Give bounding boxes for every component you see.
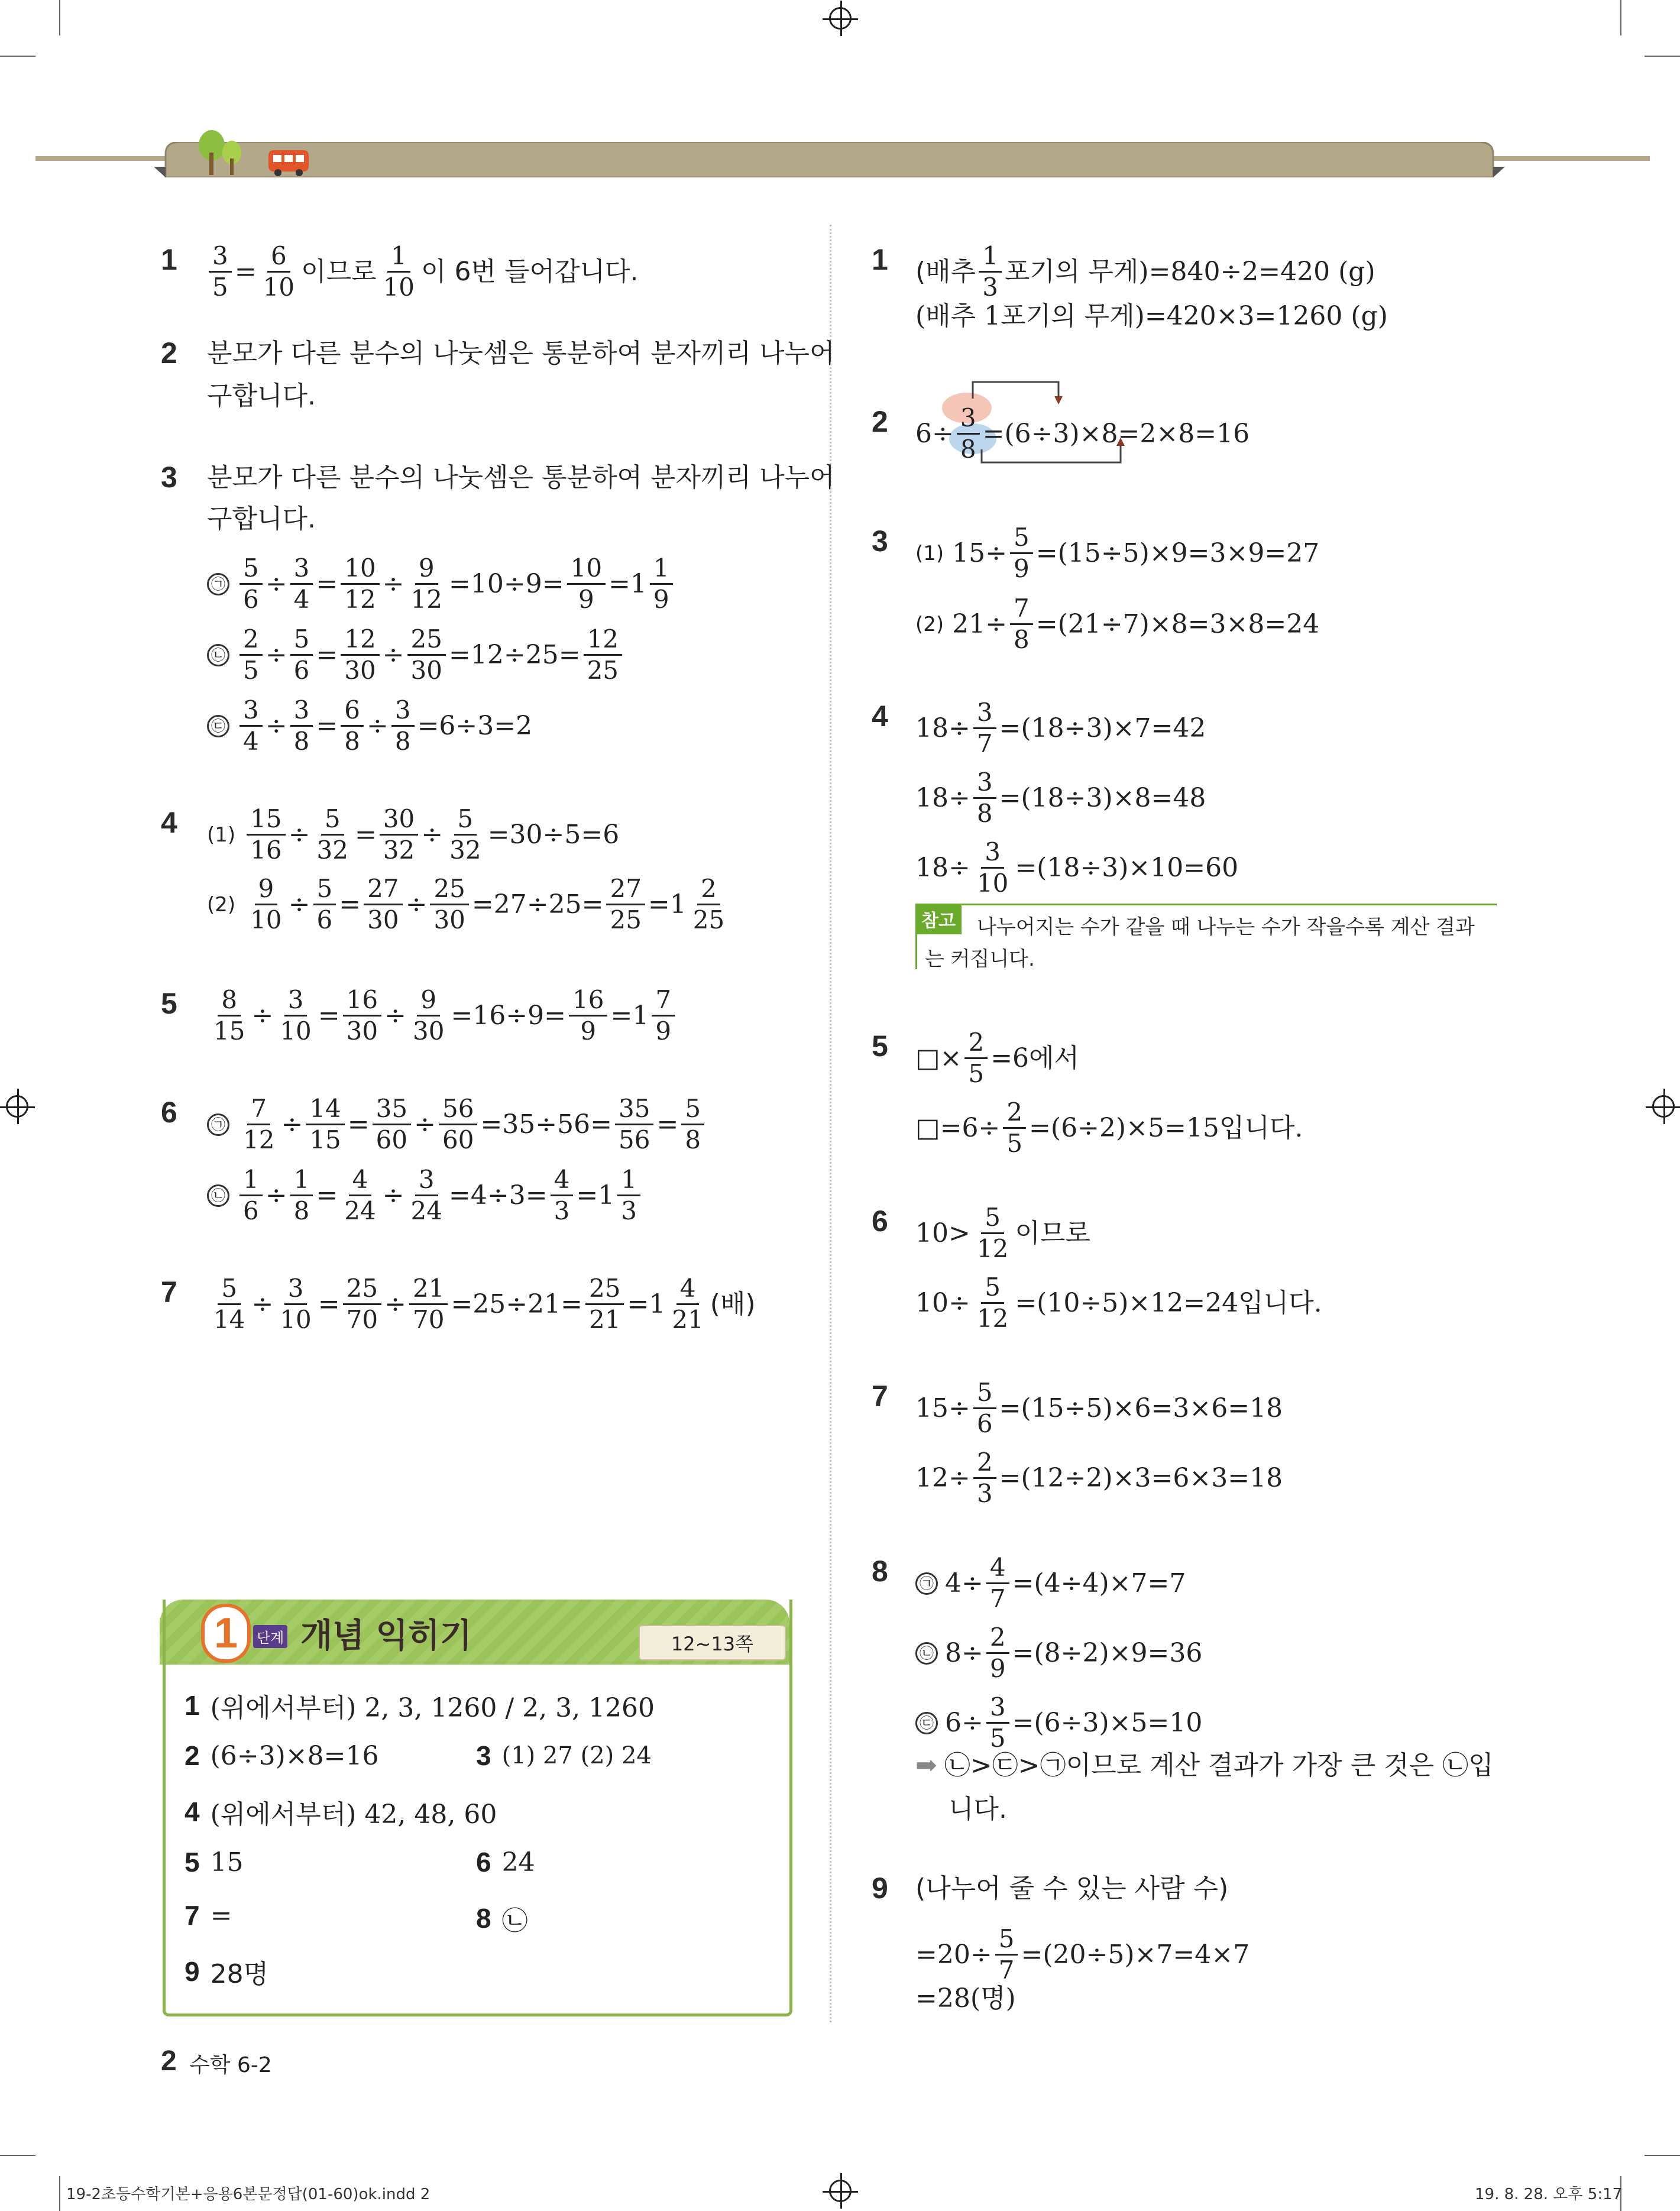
right-q5-1: □× $\frac{2}{5}$ =6에서: [915, 1028, 1080, 1088]
registration-mark-top: [829, 7, 852, 30]
right-q2-line: 6÷ $\frac{3}{8}$ =(6÷3)×8=2×8=16: [915, 403, 1250, 464]
left-q5-line: $\frac{8}{15}$ ÷ $\frac{3}{10}$ = $\frac{16}{30}$ ÷ $\frac{9}{30}$ =16÷9= $\frac{16}{9}$ = 1 $\frac{7}{9}$: [207, 986, 678, 1045]
right-q1-line1: (배추 $\frac{1}{3}$ 포기의 무게)=840÷2=420 (g): [915, 241, 1375, 302]
concept-pages: 12~13쪽: [639, 1625, 786, 1660]
note-line2: 는 커집니다.: [925, 947, 1035, 971]
right-q4-number: 4: [872, 700, 888, 733]
right-q6-2: 10÷ $\frac{5}{12}$ =(10÷5)×12=24입니다.: [915, 1273, 1322, 1333]
left-q6-a: ㉠ $\frac{7}{12}$ ÷ $\frac{14}{15}$ = $\frac{35}{60}$ ÷ $\frac{56}{60}$ =35÷56= $\frac{35}{56}$ = $\frac{5}{8}$: [207, 1095, 707, 1154]
left-q3-c: ㉢ $\frac{3}{4}$ ÷ $\frac{3}{8}$ = $\frac{6}{8}$ ÷ $\frac{3}{8}$ =6÷3=2: [207, 697, 532, 755]
left-q3-line1: 분모가 다른 분수의 나눗셈은 통분하여 분자끼리 나누어: [207, 462, 835, 493]
right-q6-1: 10> $\frac{5}{12}$ 이므로: [915, 1203, 1090, 1263]
page-number: 2: [161, 2045, 177, 2077]
crop-line: [1645, 56, 1680, 57]
right-q4-2: 18÷ $\frac{3}{8}$ =(18÷3)×8=48: [915, 768, 1206, 828]
right-q3-number: 3: [872, 525, 888, 558]
right-q9-number: 9: [872, 1872, 888, 1905]
tree-icon: [195, 129, 248, 176]
crop-line: [1620, 0, 1621, 35]
right-q7-2: 12÷ $\frac{2}{3}$ =(12÷2)×3=6×3=18: [915, 1448, 1283, 1508]
concept-item-3: 3 (1) 27 (2) 24: [476, 1740, 652, 1771]
arrow-right-icon: ➡: [915, 1750, 937, 1781]
page-subject: 수학 6-2: [189, 2053, 272, 2077]
note-line1: 나누어지는 수가 같을 때 나누는 수가 작을수록 계산 결과: [977, 915, 1475, 939]
right-q9-3: =28(명): [915, 1983, 1016, 2013]
left-q1-number: 1: [161, 243, 177, 276]
crop-line: [0, 56, 35, 57]
left-q3-b: ㉡ $\frac{2}{5}$ ÷ $\frac{5}{6}$ = $\frac{12}{30}$ ÷ $\frac{25}{30}$ =12÷25= $\frac{12}{25}$: [207, 626, 625, 684]
concept-item-8: 8 ㉡: [476, 1903, 528, 1936]
registration-mark-bottom: [829, 2180, 852, 2202]
concept-item-1: 1 (위에서부터) 2, 3, 1260 / 2, 3, 1260: [184, 1690, 655, 1723]
concept-item-6: 6 24: [476, 1847, 535, 1877]
left-q2-line1: 분모가 다른 분수의 나눗셈은 통분하여 분자끼리 나누어: [207, 338, 835, 368]
right-q7-1: 15÷ $\frac{5}{6}$ =(15÷5)×6=3×6=18: [915, 1378, 1283, 1438]
right-q5-number: 5: [872, 1030, 888, 1063]
concept-item-4: 4 (위에서부터) 42, 48, 60: [184, 1796, 497, 1830]
crop-line: [0, 2155, 35, 2156]
registration-mark-left: [6, 1095, 28, 1118]
crop-line: [1645, 2155, 1680, 2156]
left-q2-line2: 구합니다.: [207, 381, 316, 411]
footer-file: 19-2초등수학기본+응용6본문정답(01-60)ok.indd 2: [66, 2186, 430, 2203]
crop-line: [59, 0, 60, 35]
right-q1-number: 1: [872, 243, 888, 276]
right-q8-number: 8: [872, 1555, 888, 1588]
left-q6-number: 6: [161, 1096, 177, 1129]
crop-line: [59, 2176, 60, 2211]
right-q2-number: 2: [872, 405, 888, 438]
step-badge: 1: [201, 1604, 251, 1663]
left-q5-number: 5: [161, 987, 177, 1020]
right-q4-1: 18÷ $\frac{3}{7}$ =(18÷3)×7=42: [915, 698, 1206, 758]
right-q8-c: ㉢ 6÷ $\frac{3}{5}$ =(6÷3)×5=10: [915, 1694, 1202, 1752]
bus-icon: [267, 148, 310, 177]
registration-mark-right: [1652, 1095, 1675, 1118]
right-q3-1: (1) 15÷ $\frac{5}{9}$ =(15÷5)×9=3×9=27: [915, 523, 1320, 583]
concept-item-5: 5 15: [184, 1847, 244, 1877]
concept-item-7: 7 =: [184, 1900, 232, 1931]
note-label: 참고: [915, 904, 962, 934]
left-q3-number: 3: [161, 461, 177, 494]
right-q3-2: (2) 21÷ $\frac{7}{8}$ =(21÷7)×8=3×8=24: [915, 594, 1320, 654]
right-q6-number: 6: [872, 1205, 888, 1238]
left-q4-2: (2) $\frac{9}{10}$ ÷ $\frac{5}{6}$ = $\frac{27}{30}$ ÷ $\frac{25}{30}$ =27÷25= $\frac{27}{25}$ = 1 $\frac{2}{25}$: [207, 874, 725, 934]
left-q3-line2: 구합니다.: [207, 504, 316, 534]
right-q1-line2: (배추 1포기의 무게)=420×3=1260 (g): [915, 301, 1388, 331]
left-q7-number: 7: [161, 1276, 177, 1309]
left-q4-1: (1) $\frac{15}{16}$ ÷ $\frac{5}{32}$ = $\frac{30}{32}$ ÷ $\frac{5}{32}$ =30÷5=6: [207, 804, 620, 865]
concept-title: 개념 익히기: [300, 1617, 472, 1655]
right-q4-3: 18÷ $\frac{3}{10}$ =(18÷3)×10=60: [915, 837, 1239, 898]
right-q8-a: ㉠ 4÷ $\frac{4}{7}$ =(4÷4)×7=7: [915, 1554, 1186, 1613]
left-q2-number: 2: [161, 336, 177, 370]
right-q8-conclusion2: 니다.: [949, 1794, 1007, 1824]
right-q9-2: =20÷ $\frac{5}{7}$ =(20÷5)×7=4×7: [915, 1924, 1250, 1985]
footer-date: 19. 8. 28. 오후 5:17: [1475, 2186, 1623, 2203]
concept-item-9: 9 28명: [184, 1956, 269, 1989]
right-q5-2: □=6÷ $\frac{2}{5}$ =(6÷2)×5=15입니다.: [915, 1098, 1303, 1158]
right-q7-number: 7: [872, 1380, 888, 1413]
right-q8-conclusion1: ➡ ㉡>㉢>㉠이므로 계산 결과가 가장 큰 것은 ㉡입: [915, 1748, 1494, 1783]
step-label: 단계: [253, 1625, 287, 1648]
left-q7-line: $\frac{5}{14}$ ÷ $\frac{3}{10}$ = $\frac{25}{70}$ ÷ $\frac{21}{70}$ =25÷21= $\frac{25}{21}$ = 1 $\frac{4}{21}$ (배): [213, 1274, 756, 1334]
left-q4-number: 4: [161, 806, 177, 839]
left-q6-b: ㉡ $\frac{1}{6}$ ÷ $\frac{1}{8}$ = $\frac{4}{24}$ ÷ $\frac{3}{24}$ =4÷3= $\frac{4}{3}$ = 1 $\frac{1}{3}$: [207, 1166, 643, 1225]
left-q1-line: $\frac{3}{5}$ = $\frac{6}{10}$ 이므로 $\frac{1}{10}$ 이 6번 들어갑니다.: [206, 242, 639, 301]
concept-item-2: 2 (6÷3)×8=16: [184, 1740, 379, 1771]
right-q8-b: ㉡ 8÷ $\frac{2}{9}$ =(8÷2)×9=36: [915, 1624, 1202, 1682]
left-q3-a: ㉠ $\frac{5}{6}$ ÷ $\frac{3}{4}$ = $\frac{10}{12}$ ÷ $\frac{9}{12}$ =10÷9= $\frac{10}{9}$ = 1 $\frac{1}{9}$: [207, 555, 676, 613]
right-q9-1: (나누어 줄 수 있는 사람 수): [915, 1873, 1229, 1904]
